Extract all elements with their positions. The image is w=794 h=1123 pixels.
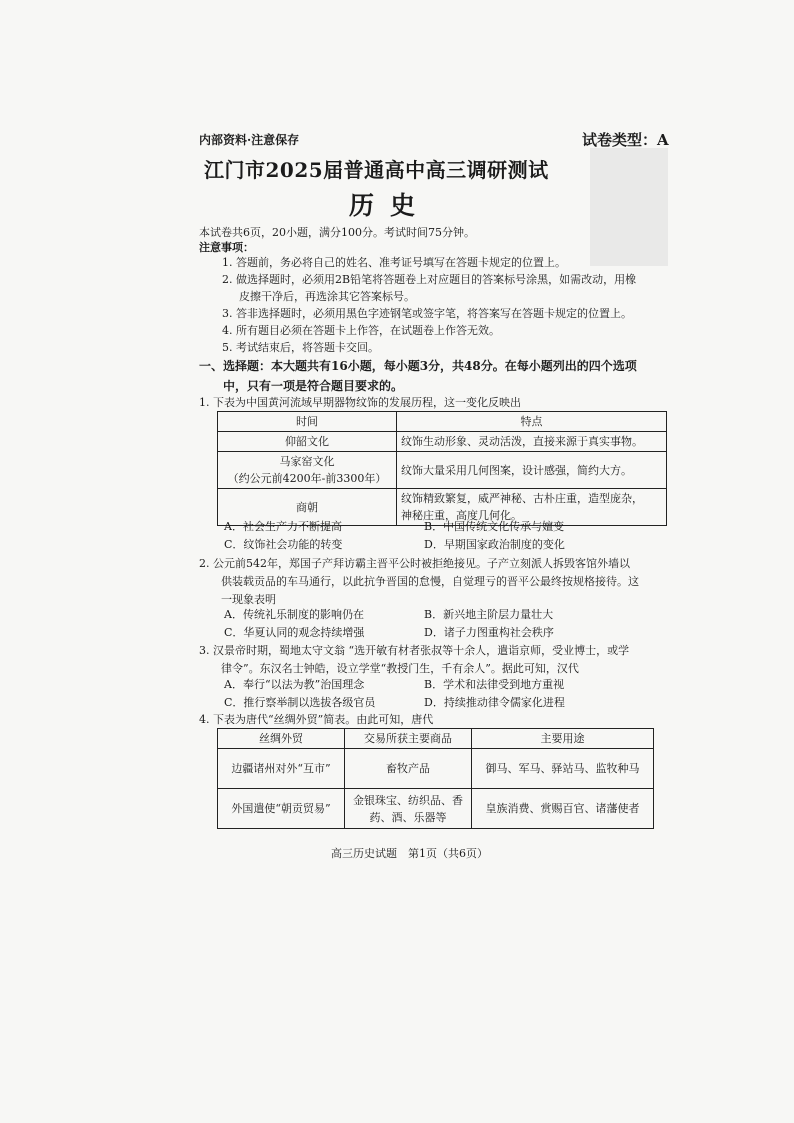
section-heading [199, 356, 669, 396]
option-d: D．持续推动律令儒家化进程 [424, 696, 565, 709]
cell-line: 神秘庄重，高度几何化。 [401, 509, 522, 522]
table-cell [218, 452, 397, 489]
section-heading-line: 中，只有一项是符合题目要求的。 [223, 379, 404, 393]
question-3-stem [199, 642, 675, 678]
section-heading-line: 一、选择题：本大题共有16小题，每小题3分，共48分。在每小题列出的四个选项 [199, 359, 637, 373]
paper-type-label: 试卷类型：A [582, 131, 669, 149]
table-header: 特点 [397, 412, 667, 432]
table-cell [345, 789, 472, 829]
notice-item: 3. 答非选择题时，必须用黑色字迹钢笔或签字笔，将答案写在答题卡规定的位置上。 [222, 307, 632, 320]
stem-line: 3. 汉景帝时期，蜀地太守文翁 “选开敏有材者张叔等十余人，遣诣京师，受业博士，或学 [199, 644, 630, 657]
option-d: D．早期国家政治制度的变化 [424, 538, 565, 551]
table-cell: 皇族消费、赏赐百官、诸藩使者 [472, 789, 654, 829]
question-1-table [217, 411, 667, 526]
notice-item: 4. 所有题目必须在答题卡上作答，在试题卷上作答无效。 [222, 324, 500, 337]
cell-line: 马家窑文化 [279, 455, 335, 468]
table-header: 交易所获主要商品 [345, 729, 472, 749]
option-d: D．诸子力图重构社会秩序 [424, 626, 554, 639]
option-b: B．学术和法律受到地方重视 [424, 678, 565, 691]
notice-title: 注意事项： [199, 241, 254, 254]
stem-line: 供装载贡品的车马通行，以此抗争晋国的怠慢，自觉理亏的晋平公最终按规格接待。这 [221, 575, 639, 588]
option-c: C．纹饰社会功能的转变 [224, 538, 343, 551]
exam-info: 本试卷共6页，20小题，满分100分。考试时间75分钟。 [199, 226, 475, 239]
table-cell: 仰韶文化 [218, 432, 397, 452]
table-cell: 畜牧产品 [345, 749, 472, 789]
table-header: 丝绸外贸 [218, 729, 345, 749]
question-2-options [224, 606, 664, 642]
table-cell: 商朝 [218, 489, 397, 526]
option-b: B．中国传统文化传承与嬗变 [424, 520, 565, 533]
table-row [218, 452, 667, 489]
notice-item-continued: 皮擦干净后，再选涂其它答案标号。 [239, 290, 415, 303]
stem-line: 律令”。东汉名士钟皓，设立学堂“教授门生，千有余人”。据此可知，汉代 [221, 662, 579, 675]
page-footer: 高三历史试题 第1页（共6页） [331, 847, 488, 860]
exam-title: 江门市2025届普通高中高三调研测试 [204, 158, 549, 182]
table-cell: 边疆诸州对外“互市” [218, 749, 345, 789]
stem-line: 2. 公元前542年，郑国子产拜访霸主晋平公时被拒绝接见。子产立刻派人拆毁客馆外墙以 [199, 557, 630, 570]
option-a: A．奉行“以法为教”治国理念 [224, 678, 365, 691]
notice-list [222, 254, 672, 356]
cell-line: 纹饰精致繁复，威严神秘、古朴庄重，造型庞杂， [401, 492, 643, 505]
table-cell: 纹饰生动形象、灵动活泼，直接来源于真实事物。 [397, 432, 667, 452]
table-row [218, 432, 667, 452]
option-c: C．华夏认同的观念持续增强 [224, 626, 365, 639]
question-1-options [224, 518, 664, 554]
question-2-stem [199, 555, 675, 609]
subject-title: 历史 [349, 191, 432, 220]
table-cell: 御马、军马、驿站马、监牧种马 [472, 749, 654, 789]
table-cell: 外国遣使“朝贡贸易” [218, 789, 345, 829]
table-header-row [218, 412, 667, 432]
question-1-stem: 1. 下表为中国黄河流域早期器物纹饰的发展历程，这一变化反映出 [199, 396, 521, 409]
cell-line: 药、酒、乐器等 [369, 810, 447, 824]
table-row [218, 789, 654, 829]
stem-line: 一现象表明 [221, 593, 276, 606]
scan-shading [590, 148, 668, 266]
question-4-table [217, 728, 654, 829]
cell-line: （约公元前4200年-前3300年） [227, 472, 387, 485]
table-cell: 纹饰大量采用几何图案，设计感强，简约大方。 [397, 452, 667, 489]
table-header: 时间 [218, 412, 397, 432]
option-b: B．新兴地主阶层力量壮大 [424, 608, 554, 621]
cell-line: 金银珠宝、纺织品、香 [353, 793, 463, 807]
option-a: A．传统礼乐制度的影响仍在 [224, 608, 364, 621]
notice-item: 2. 做选择题时，必须用2B铅笔将答题卷上对应题目的答案标号涂黑，如需改动，用橡 [222, 273, 637, 286]
question-4-stem: 4. 下表为唐代“丝绸外贸”简表。由此可知，唐代 [199, 713, 434, 726]
table-header-row [218, 729, 654, 749]
option-c: C．推行察举制以选拔各级官员 [224, 696, 376, 709]
notice-item: 1. 答题前，务必将自己的姓名、准考证号填写在答题卡规定的位置上。 [222, 256, 566, 269]
confidential-label: 内部资料·注意保存 [199, 133, 300, 147]
question-3-options [224, 676, 664, 712]
table-row [218, 749, 654, 789]
table-header: 主要用途 [472, 729, 654, 749]
option-a: A．社会生产力不断提高 [224, 520, 342, 533]
notice-item: 5. 考试结束后，将答题卡交回。 [222, 341, 379, 354]
